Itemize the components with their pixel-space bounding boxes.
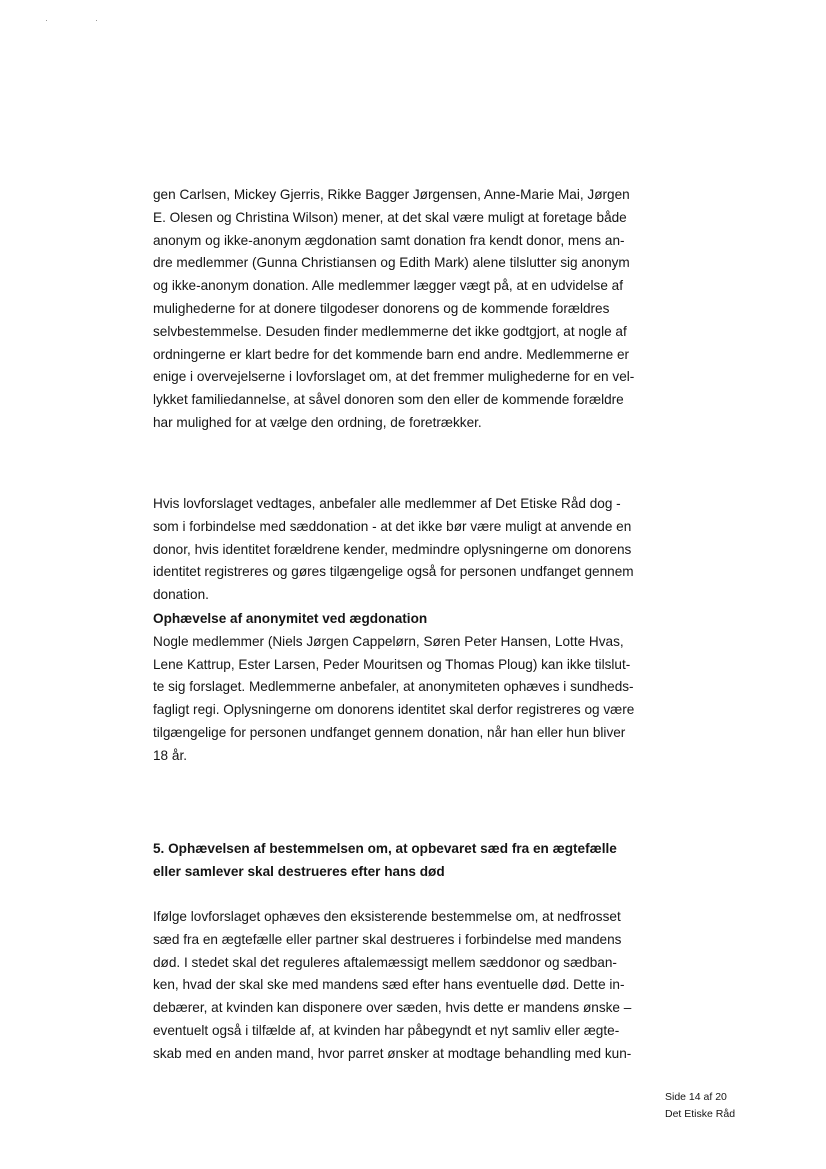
text-line: Nogle medlemmer (Niels Jørgen Cappelørn, Søren Peter Hansen, Lotte Hvas, <box>153 633 624 649</box>
text-line: donor, hvis identitet forældrene kender, medmindre oplysningerne om donorens <box>153 541 632 557</box>
organization-name: Det Etiske Råd <box>665 1108 736 1120</box>
text-line: tilgængelige for personen undfanget gennem donation, når han eller hun bliver <box>153 724 626 740</box>
text-line: Hvis lovforslaget vedtages, anbefaler alle medlemmer af Det Etiske Råd dog - <box>153 496 621 511</box>
text-line: anonym og ikke-anonym ægdonation samt donation fra kendt donor, mens an- <box>153 232 625 248</box>
page-number: Side 14 af 20 <box>665 1091 727 1103</box>
text-line: og ikke-anonym donation. Alle medlemmer lægger vægt på, at en udvidelse af <box>153 278 623 294</box>
text-line: lykket familiedannelse, at såvel donoren som den eller de kommende forældre <box>153 392 624 408</box>
text-line: mulighederne for at donere tilgodeser donorens og de kommende forældres <box>153 300 610 316</box>
section-heading: Ophævelse af anonymitet ved ægdonation <box>153 611 428 626</box>
paragraph-members-opinion <box>153 184 673 435</box>
text-line: fagligt regi. Oplysningerne om donorens identitet skal derfor registreres og være <box>153 702 635 718</box>
text-line: skab med en anden mand, hvor parret ønsker at modtage behandling med kun- <box>153 1045 632 1061</box>
text-line: dre medlemmer (Gunna Christiansen og Edith Mark) alene tilslutter sig anonym <box>153 255 630 271</box>
text-line: Ifølge lovforslaget ophæves den eksisterende bestemmelse om, at nedfrosset <box>153 909 621 924</box>
section-anonymity <box>153 608 673 768</box>
text-line: donation. <box>153 587 209 603</box>
section-heading: 5. Ophævelsen af bestemmelsen om, at opbevaret sæd fra en ægtefælle <box>153 841 617 856</box>
page-footer <box>665 1089 735 1123</box>
scan-speck <box>46 20 47 21</box>
text-line: E. Olesen og Christina Wilson) mener, at det skal være muligt at foretage både <box>153 209 627 225</box>
text-line: død. I stedet skal det reguleres aftalemæssigt mellem sæddonor og sædban- <box>153 954 617 970</box>
text-line: som i forbindelse med sæddonation - at det ikke bør være muligt at anvende en <box>153 518 632 534</box>
text-line: te sig forslaget. Medlemmerne anbefaler, at anonymiteten ophæves i sundheds- <box>153 679 634 695</box>
text-line: enige i overvejelserne i lovforslaget om, at det fremmer mulighederne for en vel- <box>153 369 635 385</box>
text-line: 18 år. <box>153 747 188 763</box>
text-line: sæd fra en ægtefælle eller partner skal destrueres i forbindelse med mandens <box>153 931 622 947</box>
text-line: Lene Kattrup, Ester Larsen, Peder Mouritsen og Thomas Ploug) kan ikke tilslut- <box>153 656 631 672</box>
section-5-heading <box>153 838 673 884</box>
text-line: gen Carlsen, Mickey Gjerris, Rikke Bagger Jørgensen, Anne-Marie Mai, Jørgen <box>153 187 630 202</box>
text-line: identitet registreres og gøres tilgængelige også for personen undfanget gennem <box>153 564 634 580</box>
section-heading: eller samlever skal destrueres efter hans død <box>153 863 445 879</box>
text-line: har mulighed for at vælge den ordning, de foretrækker. <box>153 414 482 430</box>
text-line: debærer, at kvinden kan disponere over sæden, hvis dette er mandens ønske – <box>153 1000 632 1016</box>
text-line: ordningerne er klart bedre for det kommende barn end andre. Medlemmerne er <box>153 346 630 362</box>
paragraph-section-5 <box>153 906 673 1066</box>
paragraph-recommendation <box>153 493 673 607</box>
text-line: eventuelt også i tilfælde af, at kvinden har påbegyndt et nyt samliv eller ægte- <box>153 1022 620 1038</box>
text-line: ken, hvad der skal ske med mandens sæd efter hans eventuelle død. Dette in- <box>153 977 625 993</box>
scan-speck <box>96 20 97 21</box>
text-line: selvbestemmelse. Desuden finder medlemmerne det ikke godtgjort, at nogle af <box>153 323 627 339</box>
